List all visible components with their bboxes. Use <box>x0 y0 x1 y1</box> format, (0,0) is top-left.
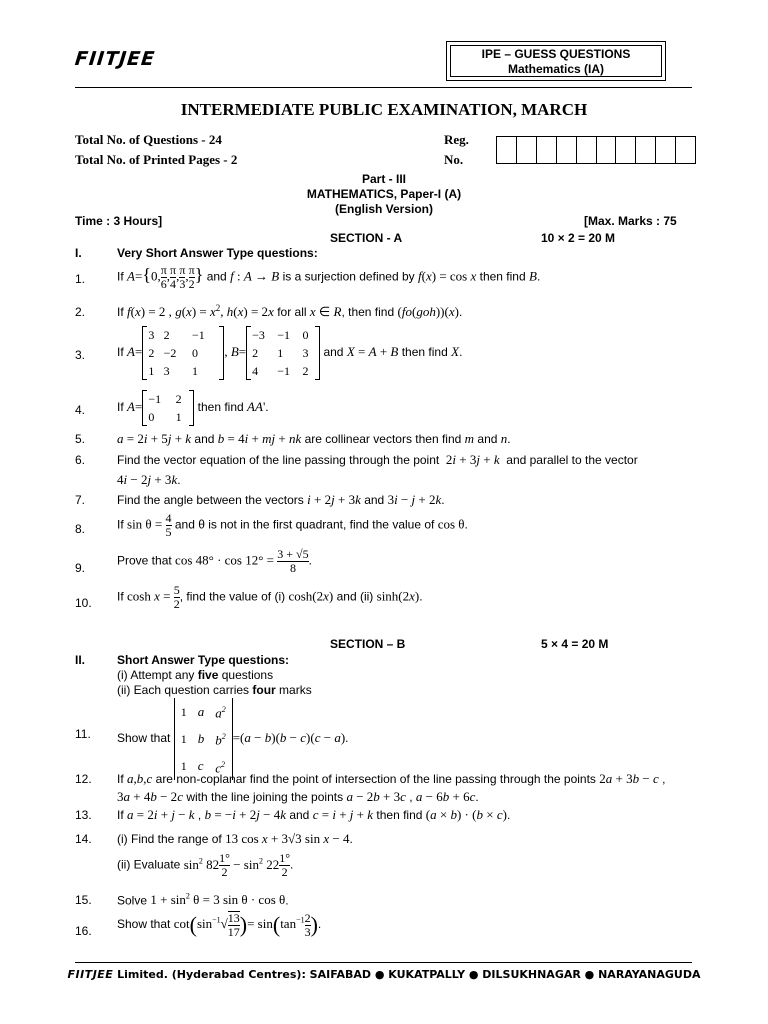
section-a-title: SECTION - A <box>330 231 403 245</box>
q3-number: 3. <box>75 348 86 362</box>
q12-text-line2: 3a + 4b − 2c with the line joining the points a − 2b + 3c , a − 6b + 6c. <box>117 789 479 804</box>
section-b-note2: (ii) Each question carries four marks <box>117 683 312 697</box>
q15-text: Solve $1 + \sin^2 \theta = 3$ sin θ · cos θ. <box>117 892 289 908</box>
q3-text: If A= 3 2 −1 2 −2 0 1 3 1 , B= −3 −1 0 2 1 3 4 −1 2 and X = A + B then find X. <box>117 328 463 378</box>
section-a-marks: 10 × 2 = 20 M <box>541 231 616 245</box>
section-a-heading: Very Short Answer Type questions: <box>117 246 318 260</box>
q11-text: Show that 1 a $a^2$ 1 b $b^2$ 1 c $c^2$ =(a − b)(b − c)(c − a). <box>117 698 349 780</box>
reg-number-boxes <box>496 136 696 164</box>
q11-number: 11. <box>75 727 91 741</box>
q9-number: 9. <box>75 561 86 575</box>
q6-text-line2: 4i − 2j + 3k. <box>117 472 181 487</box>
ipe-box-line1: IPE – GUESS QUESTIONS <box>481 47 631 61</box>
q1-number: 1. <box>75 272 86 286</box>
q8-text: If sin θ = $\frac{4}{5}$ and θ is not in the first quadrant, find the value of cos θ. <box>117 511 468 539</box>
q7-text: Find the angle between the vectors i + 2j + 3k and 3i − j + 2k. <box>117 492 445 507</box>
q1-text: If A={0, $\frac{\pi}{6}$ , $\frac{\pi}{4}$ , $\frac{\pi}{3}$ , $\frac{\pi}{2}$ } and f : A → B is a surjection defined by f(x) = cos x then find B. <box>117 263 541 291</box>
q13-number: 13. <box>75 808 92 822</box>
section-a-roman: I. <box>75 246 82 260</box>
ipe-guess-box <box>446 41 666 81</box>
q8-number: 8. <box>75 522 86 536</box>
section-b-roman: II. <box>75 653 86 667</box>
q2-text: If f(x) = 2 , $g(x) = x^2$, h(x) = 2x for all x ∈ R, then find (fo(goh))(x). <box>117 303 463 319</box>
q14-text: (i) Find the range of 13 cos x + 3√3 sin x − 4. <box>117 831 353 846</box>
section-b-title: SECTION – B <box>330 637 406 651</box>
q10-text: If cosh x = $\frac{5}{2}$ , find the value of (i) cosh(2x) and (ii) sinh(2x). <box>117 583 423 611</box>
max-marks: [Max. Marks : 75 <box>584 214 677 228</box>
q7-number: 7. <box>75 493 86 507</box>
footer-rule <box>75 962 692 963</box>
reg-label: Reg. <box>444 132 469 147</box>
part-line: Part - III <box>361 172 406 186</box>
ipe-box-line2: Mathematics (IA) <box>507 62 605 76</box>
q13-text: If a = 2i + j − k , b = −i + 2j − 4k and c = i + j + k then find (a × b) · (b × c). <box>117 807 511 822</box>
time-label: Time : 3 Hours] <box>75 214 163 228</box>
section-b-note1: (i) Attempt any five questions <box>117 668 274 682</box>
header-rule <box>75 87 692 88</box>
q9-text: Prove that cos 48° · cos 12° = $\frac{3 + √5}{8}$ . <box>117 547 312 575</box>
total-pages: Total No. of Printed Pages - 2 <box>75 152 238 167</box>
q10-number: 10. <box>75 596 92 610</box>
no-label: No. <box>444 152 464 167</box>
q4-number: 4. <box>75 403 86 417</box>
q6-text: Find the vector equation of the line passing through the point 2i + 3j + k and parallel to the vector <box>117 452 638 467</box>
version-line: (English Version) <box>334 202 433 216</box>
q14-number: 14. <box>75 832 92 846</box>
footer <box>0 968 768 981</box>
footer-text: Limited. (Hyderabad Centres): SAIFABAD ● KUKATPALLY ● DILSUKHNAGAR ● NARAYANAGUDA <box>117 968 701 981</box>
paper-line: MATHEMATICS, Paper-I (A) <box>306 187 462 201</box>
q2-number: 2. <box>75 305 86 319</box>
q12-text: If a,b,c are non-coplanar find the point of intersection of the line passing through the points 2a + 3b − c , <box>117 771 666 786</box>
section-b-heading: Short Answer Type questions: <box>117 653 290 667</box>
q5-text: a = 2i + 5j + k and b = 4i + mj + nk are collinear vectors then find m and n. <box>117 431 511 446</box>
q4-text: If A= −1 2 0 1 then find AA'. <box>117 392 269 424</box>
q16-number: 16. <box>75 924 92 938</box>
total-questions: Total No. of Questions - 24 <box>75 132 222 147</box>
q5-number: 5. <box>75 432 86 446</box>
q12-number: 12. <box>75 772 92 786</box>
section-b-marks: 5 × 4 = 20 M <box>541 637 609 651</box>
footer-brand: FIITJEE <box>67 968 114 981</box>
q6-number: 6. <box>75 453 86 467</box>
fiitjee-logo: FIITJEE <box>73 48 157 70</box>
q14-text-line2: (ii) Evaluate $\sin^2 82$ $\frac{1^\circ}{2}$ − $\sin^2 22$ $\frac{1^\circ}{2}$ . <box>117 851 294 879</box>
q16-text: Show that $\cot(\sin^{-1}√$ $\frac{13}{17}$ )= $\sin(\tan^{-1}$ $\frac{2}{3}$ ). <box>117 910 322 939</box>
q15-number: 15. <box>75 893 92 907</box>
page-title: INTERMEDIATE PUBLIC EXAMINATION, MARCH <box>180 100 588 119</box>
